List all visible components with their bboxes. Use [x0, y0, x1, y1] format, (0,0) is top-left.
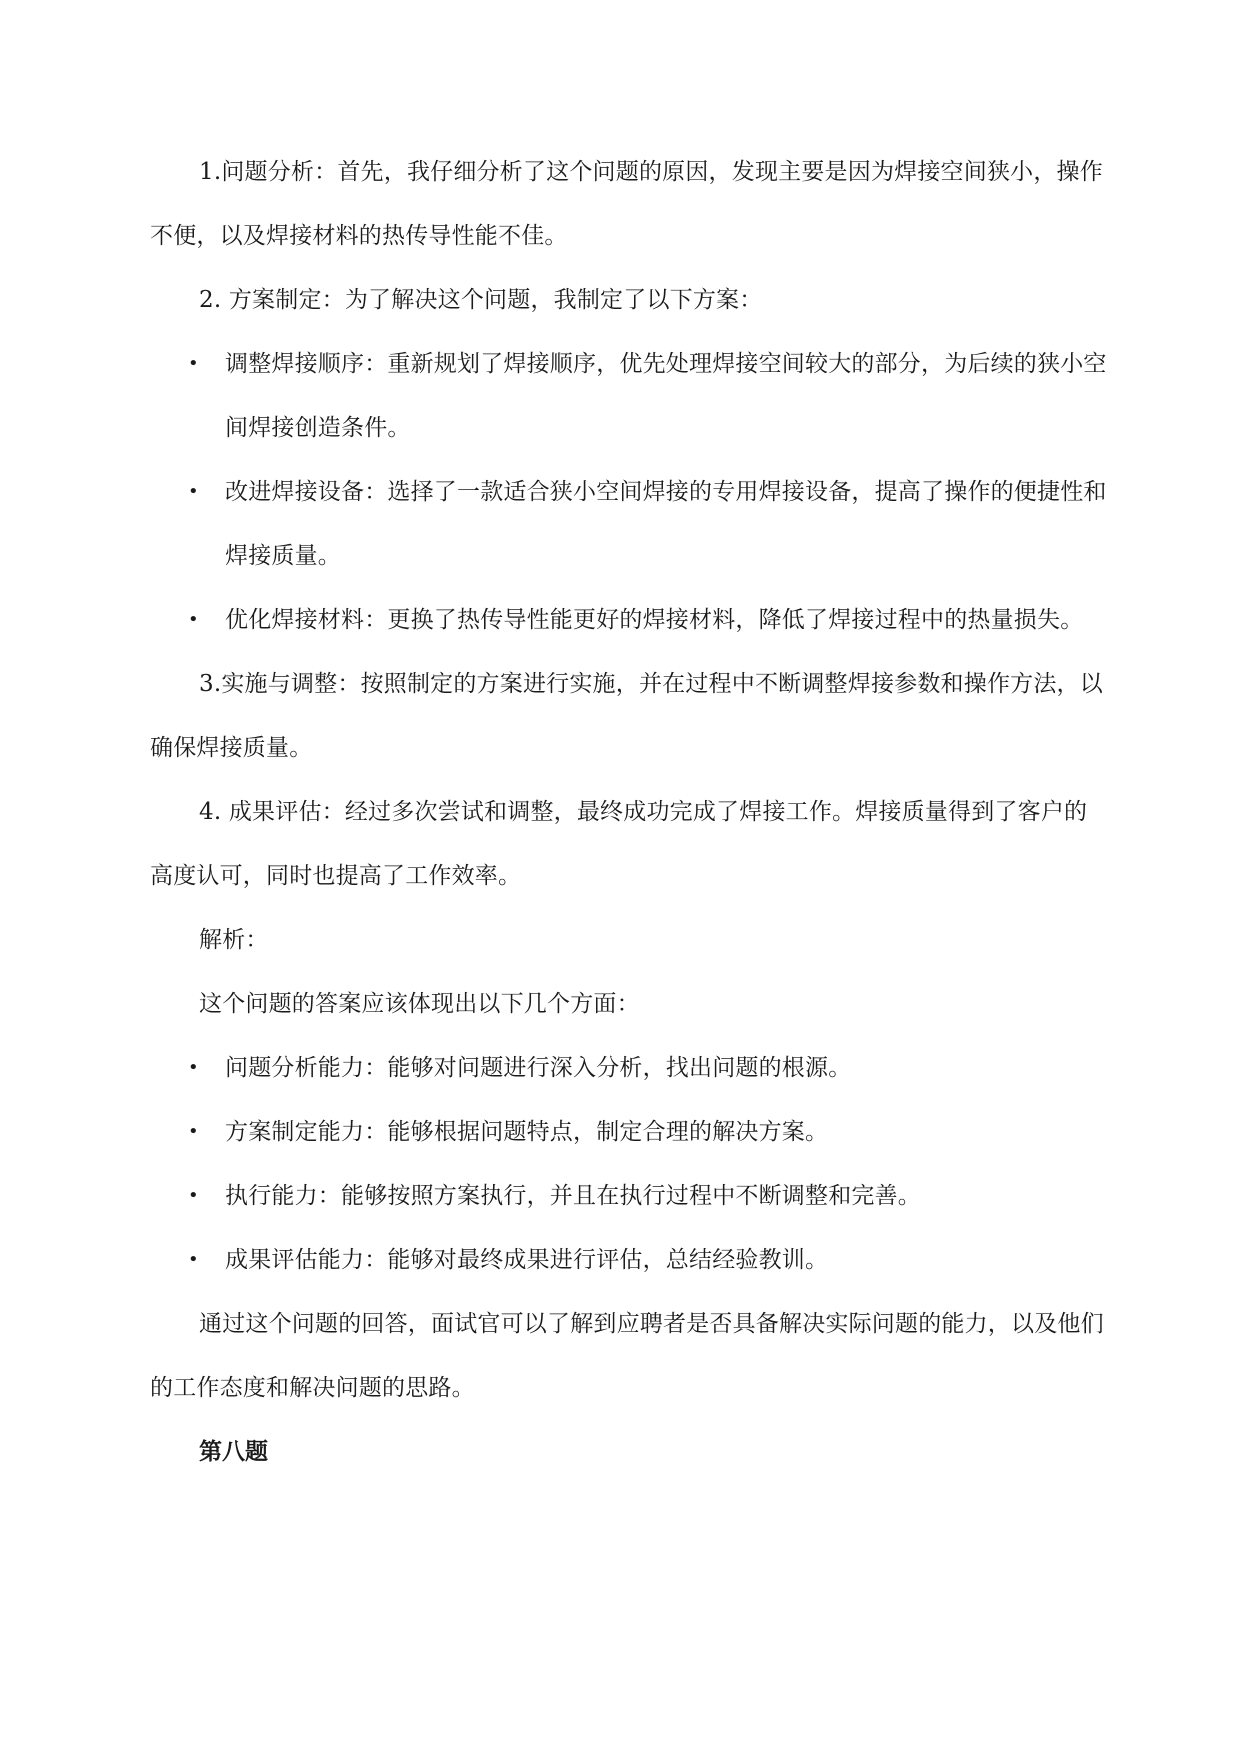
bullet-icon: • — [188, 481, 199, 502]
bullet-icon: • — [188, 609, 199, 630]
document-page — [150, 140, 1110, 1484]
bullet-icon: • — [188, 1185, 199, 1206]
bullet-icon: • — [188, 353, 199, 374]
ability-list — [150, 1036, 1110, 1292]
bullet-icon: • — [188, 1121, 199, 1142]
list-item: • 调整焊接顺序：重新规划了焊接顺序，优先处理焊接空间较大的部分，为后续的狭小空间焊接创造条件。 — [150, 332, 1110, 460]
list-item: • 方案制定能力：能够根据问题特点，制定合理的解决方案。 — [150, 1100, 1110, 1164]
section-heading: 第八题 — [199, 1439, 268, 1465]
paragraph-answer-intro: 这个问题的答案应该体现出以下几个方面： — [199, 991, 640, 1017]
plan-list — [150, 332, 1110, 652]
list-item: • 执行能力：能够按照方案执行，并且在执行过程中不断调整和完善。 — [150, 1164, 1110, 1228]
paragraph-conclusion: 通过这个问题的回答，面试官可以了解到应聘者是否具备解决实际问题的能力，以及他们的工作态度和解决问题的思路。 — [150, 1311, 1104, 1401]
paragraph-evaluation: 4. 成果评估：经过多次尝试和调整，最终成功完成了焊接工作。焊接质量得到了客户的高度认可，同时也提高了工作效率。 — [150, 799, 1088, 889]
paragraph-analysis-label: 解析： — [199, 927, 269, 953]
bullet-icon: • — [188, 1057, 199, 1078]
paragraph-problem-analysis: 1.问题分析：首先，我仔细分析了这个问题的原因，发现主要是因为焊接空间狭小，操作不便，以及焊接材料的热传导性能不佳。 — [150, 159, 1103, 249]
list-item: • 问题分析能力：能够对问题进行深入分析，找出问题的根源。 — [150, 1036, 1110, 1100]
paragraph-plan: 2. 方案制定：为了解决这个问题，我制定了以下方案： — [199, 287, 763, 313]
list-item: • 成果评估能力：能够对最终成果进行评估，总结经验教训。 — [150, 1228, 1110, 1292]
list-item: • 优化焊接材料：更换了热传导性能更好的焊接材料，降低了焊接过程中的热量损失。 — [150, 588, 1110, 652]
paragraph-implementation: 3.实施与调整：按照制定的方案进行实施，并在过程中不断调整焊接参数和操作方法，以确保焊接质量。 — [150, 671, 1103, 761]
list-item: • 改进焊接设备：选择了一款适合狭小空间焊接的专用焊接设备，提高了操作的便捷性和焊接质量。 — [150, 460, 1110, 588]
bullet-icon: • — [188, 1249, 199, 1270]
